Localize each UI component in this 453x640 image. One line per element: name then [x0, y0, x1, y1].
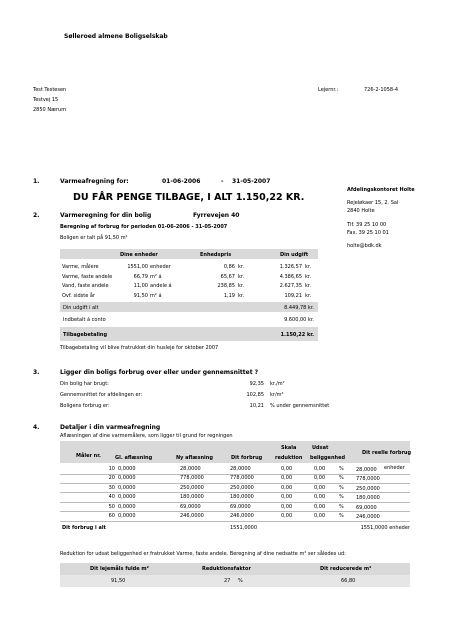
reduction-note: Reduktion for udsat beliggenhed er fratrukket Varme, faste andele. Beregning af dine nedsatte m² ser således ud:	[60, 551, 346, 557]
meter-new: 778,0000	[180, 475, 204, 482]
paid-value: 9.600,00 kr.	[284, 317, 314, 323]
area-factor-value: 27	[224, 578, 231, 584]
cost-row-units: 91,50	[133, 292, 148, 299]
meter-old: 0,0000	[118, 484, 136, 491]
meter-real: 180,0000	[356, 495, 380, 502]
paid-label: Indbetalt á conto	[63, 317, 106, 323]
meter-new: 250,0000	[180, 484, 204, 491]
refund-note: Tilbagebetaling vil blive fratrukket din husleje for oktober 2007	[60, 345, 219, 351]
meter-real: 250,0000	[356, 485, 380, 492]
meter-exposed: 0,00	[314, 466, 326, 472]
area-full-value: 91,50	[111, 578, 126, 584]
meter-old: 0,0000	[118, 466, 136, 472]
meter-scale: 0,00	[281, 494, 293, 501]
meter-row-divider	[60, 483, 410, 484]
area-col-full: Dit lejemåls fulde m²	[90, 566, 149, 572]
meter-usage: 246,0000	[230, 513, 254, 519]
section2-area: Boligen er talt på 91,50 m²	[60, 235, 128, 241]
cost-row-units: 66,79	[133, 273, 148, 280]
header-units: Dine enheder	[120, 252, 158, 258]
section2-address: Fyrrevejen 40	[193, 212, 240, 219]
meter-total-usage: 1551,0000	[230, 525, 258, 531]
meter-percent: %	[339, 466, 344, 472]
meter-new: 246,0000	[180, 513, 204, 519]
meter-number: 30	[108, 484, 115, 491]
cost-row-unit: enheder	[150, 264, 171, 270]
col-scale: reduktion	[275, 455, 303, 461]
refund-headline: DU FÅR PENGE TILBAGE, I ALT 1.150,22 KR.	[73, 192, 305, 203]
office-title: Afdelingskontoret Holte	[347, 187, 415, 193]
office-fax: Fax. 39 25 10 01	[347, 230, 389, 236]
cost-row-price: 0,86	[223, 264, 235, 270]
meter-row-divider	[60, 474, 410, 475]
meter-row-divider	[60, 511, 410, 512]
section1-number: 1.	[33, 178, 40, 185]
meter-row-divider	[60, 521, 410, 522]
section2-period: Beregning af forbrug for perioden 01-06-2006 - 31-05-2007	[60, 224, 228, 230]
header-price: Enhedspris	[200, 252, 232, 258]
cost-row-cost: 4.386,65	[279, 273, 302, 280]
meter-number: 20	[108, 475, 115, 482]
cost-row-label: Vand, faste andele	[62, 283, 109, 289]
average-value: 92,35	[249, 381, 264, 387]
meter-old: 0,0000	[118, 475, 136, 482]
meter-real: 246,0000	[356, 514, 380, 520]
office-phone: Tlf. 39 25 10 00	[347, 222, 387, 228]
cost-row-price-unit: kr.	[238, 264, 245, 270]
office-address1: Rejeløkaer 15, 2. Sal	[347, 200, 399, 206]
recipient-street: Testvej 15	[33, 97, 59, 103]
col-new: Ny aflæsning	[176, 455, 213, 461]
period-from: 01-06-2006	[162, 178, 201, 185]
meter-usage: 180,0000	[230, 494, 254, 501]
office-email[interactable]: holte@bdk.dk	[347, 243, 382, 249]
cost-row-price-unit: kr.	[238, 273, 245, 280]
meter-total-label: Dit forbrug i alt	[62, 525, 106, 531]
cost-row-price: 1,19	[223, 292, 235, 299]
cost-row-price-unit: kr.	[238, 292, 245, 299]
meter-scale: 0,00	[281, 475, 293, 482]
meter-usage: 69,0000	[230, 503, 251, 510]
lejernr-label: Lejernr.:	[318, 87, 339, 93]
meter-usage: 778,0000	[230, 475, 254, 482]
cost-row-price-unit: kr.	[238, 283, 245, 289]
meter-old: 0,0000	[118, 494, 136, 501]
cost-row-label: Varme, målere	[62, 264, 99, 270]
area-col-reduced: Dit reducerede m²	[320, 566, 372, 572]
meter-percent: %	[339, 494, 344, 501]
meter-scale: 0,00	[281, 484, 293, 491]
col-usage: Dit forbrug	[231, 455, 263, 461]
meter-exposed: 0,00	[314, 513, 326, 519]
cost-row-label: Ovf. sidste år	[62, 292, 95, 299]
total-value: 8.449,78 kr.	[284, 305, 314, 311]
meter-usage: 250,0000	[230, 484, 254, 491]
meter-new: 180,0000	[180, 494, 204, 501]
cost-row-unit: andele á	[150, 283, 172, 289]
average-unit: % under gennemsnittet	[270, 403, 330, 409]
col-real: Dit reelle forbrug	[362, 450, 412, 456]
meter-exposed: 0,00	[314, 503, 326, 510]
cost-row-unit: m² á	[150, 292, 162, 299]
period-dash: -	[221, 178, 224, 185]
meter-usage: 28,0000	[230, 466, 251, 472]
cost-row-cost-unit: kr.	[305, 273, 312, 280]
cost-row-cost-unit: kr.	[305, 264, 312, 270]
meter-row-divider	[60, 502, 410, 503]
area-col-factor: Reduktionsfaktor	[202, 566, 251, 572]
average-unit: kr/m²	[270, 392, 284, 398]
meter-scale: 0,00	[281, 503, 293, 510]
section3-title: Ligger din boligs forbrug over eller under gennemsnittet ?	[60, 369, 259, 376]
meter-new: 69,0000	[180, 503, 201, 510]
office-address2: 2840 Holte	[347, 208, 375, 214]
refund-label: Tilbagebetaling	[63, 332, 108, 338]
col-exposed-top: Udsat	[312, 445, 329, 451]
col-exposed: beliggenhed	[310, 455, 346, 461]
average-unit: kr./m²	[270, 381, 285, 387]
cost-row-units: 11,00	[133, 283, 148, 289]
average-label: Din bolig har brugt:	[60, 381, 109, 387]
meter-total-real: 1551,0000 enheder	[360, 525, 410, 531]
meter-number: 10	[108, 466, 115, 472]
section3-number: 3.	[33, 369, 40, 376]
lejernr-value: 726-2-1058-4	[364, 87, 399, 93]
section2-title: Varmeregning for din bolig	[60, 212, 152, 219]
cost-row-cost: 2.627,35	[279, 283, 302, 289]
refund-value: 1.150,22 kr.	[280, 332, 314, 338]
area-reduced-value: 66,80	[341, 578, 356, 584]
meter-new: 28,0000	[180, 466, 201, 472]
meter-number: 40	[108, 494, 115, 501]
period-to: 31-05-2007	[232, 178, 271, 185]
area-factor-unit: %	[238, 578, 243, 584]
cost-row-price: 238,85	[217, 283, 235, 289]
section4-number: 4.	[33, 424, 40, 431]
col-old: Gl. aflæsning	[115, 455, 153, 461]
meter-exposed: 0,00	[314, 484, 326, 491]
cost-row-cost-unit: kr.	[305, 292, 312, 299]
cost-row-units: 1551,00	[127, 264, 148, 270]
cost-row-price: 65,67	[220, 273, 235, 280]
meter-percent: %	[339, 513, 344, 519]
average-value: 10,21	[249, 403, 264, 409]
meter-number: 60	[108, 513, 115, 519]
meter-unit: enheder	[384, 465, 405, 471]
meter-real: 28,0000	[356, 467, 377, 473]
section4-title: Detaljer i din varmeafregning	[60, 424, 161, 431]
meter-percent: %	[339, 503, 344, 510]
average-value: 102,85	[246, 392, 264, 398]
meter-exposed: 0,00	[314, 475, 326, 482]
total-label: Din udgift i alt	[63, 305, 99, 311]
meter-old: 0,0000	[118, 513, 136, 519]
recipient-name: Test Testesen	[33, 87, 67, 93]
section2-number: 2.	[33, 212, 40, 219]
cost-row-cost: 1.326,57	[279, 264, 302, 270]
cost-row-cost: 109,21	[284, 292, 302, 299]
cost-row-cost-unit: kr.	[305, 283, 312, 289]
recipient-city: 2850 Nærum	[33, 107, 67, 113]
meter-real: 778,0000	[356, 476, 380, 483]
meter-scale: 0,00	[281, 513, 293, 519]
average-label: Gennemsnittet for afdelingen er:	[60, 392, 143, 398]
meter-row-divider	[60, 492, 410, 493]
section4-subtitle: Aflæsningen af dine varmemålere, som ligger til grund for regningen	[60, 433, 233, 439]
meter-exposed: 0,00	[314, 494, 326, 501]
meter-number: 50	[108, 503, 115, 510]
meter-percent: %	[339, 484, 344, 491]
meter-percent: %	[339, 475, 344, 482]
cost-row-label: Varme, faste andele	[62, 273, 113, 280]
header-cost: Din udgift	[280, 252, 309, 258]
section1-title: Varmeafregning for:	[60, 178, 129, 185]
cost-row-unit: m² á	[150, 273, 162, 280]
average-label: Boligens forbrug er:	[60, 403, 110, 409]
col-scale-top: Skala	[281, 445, 297, 451]
meter-real: 69,0000	[356, 504, 377, 511]
meter-old: 0,0000	[118, 503, 136, 510]
col-meter: Måler nr.	[76, 453, 101, 459]
meter-scale: 0,00	[281, 466, 293, 472]
company-name: Sølleroed almene Boligselskab	[64, 33, 168, 40]
